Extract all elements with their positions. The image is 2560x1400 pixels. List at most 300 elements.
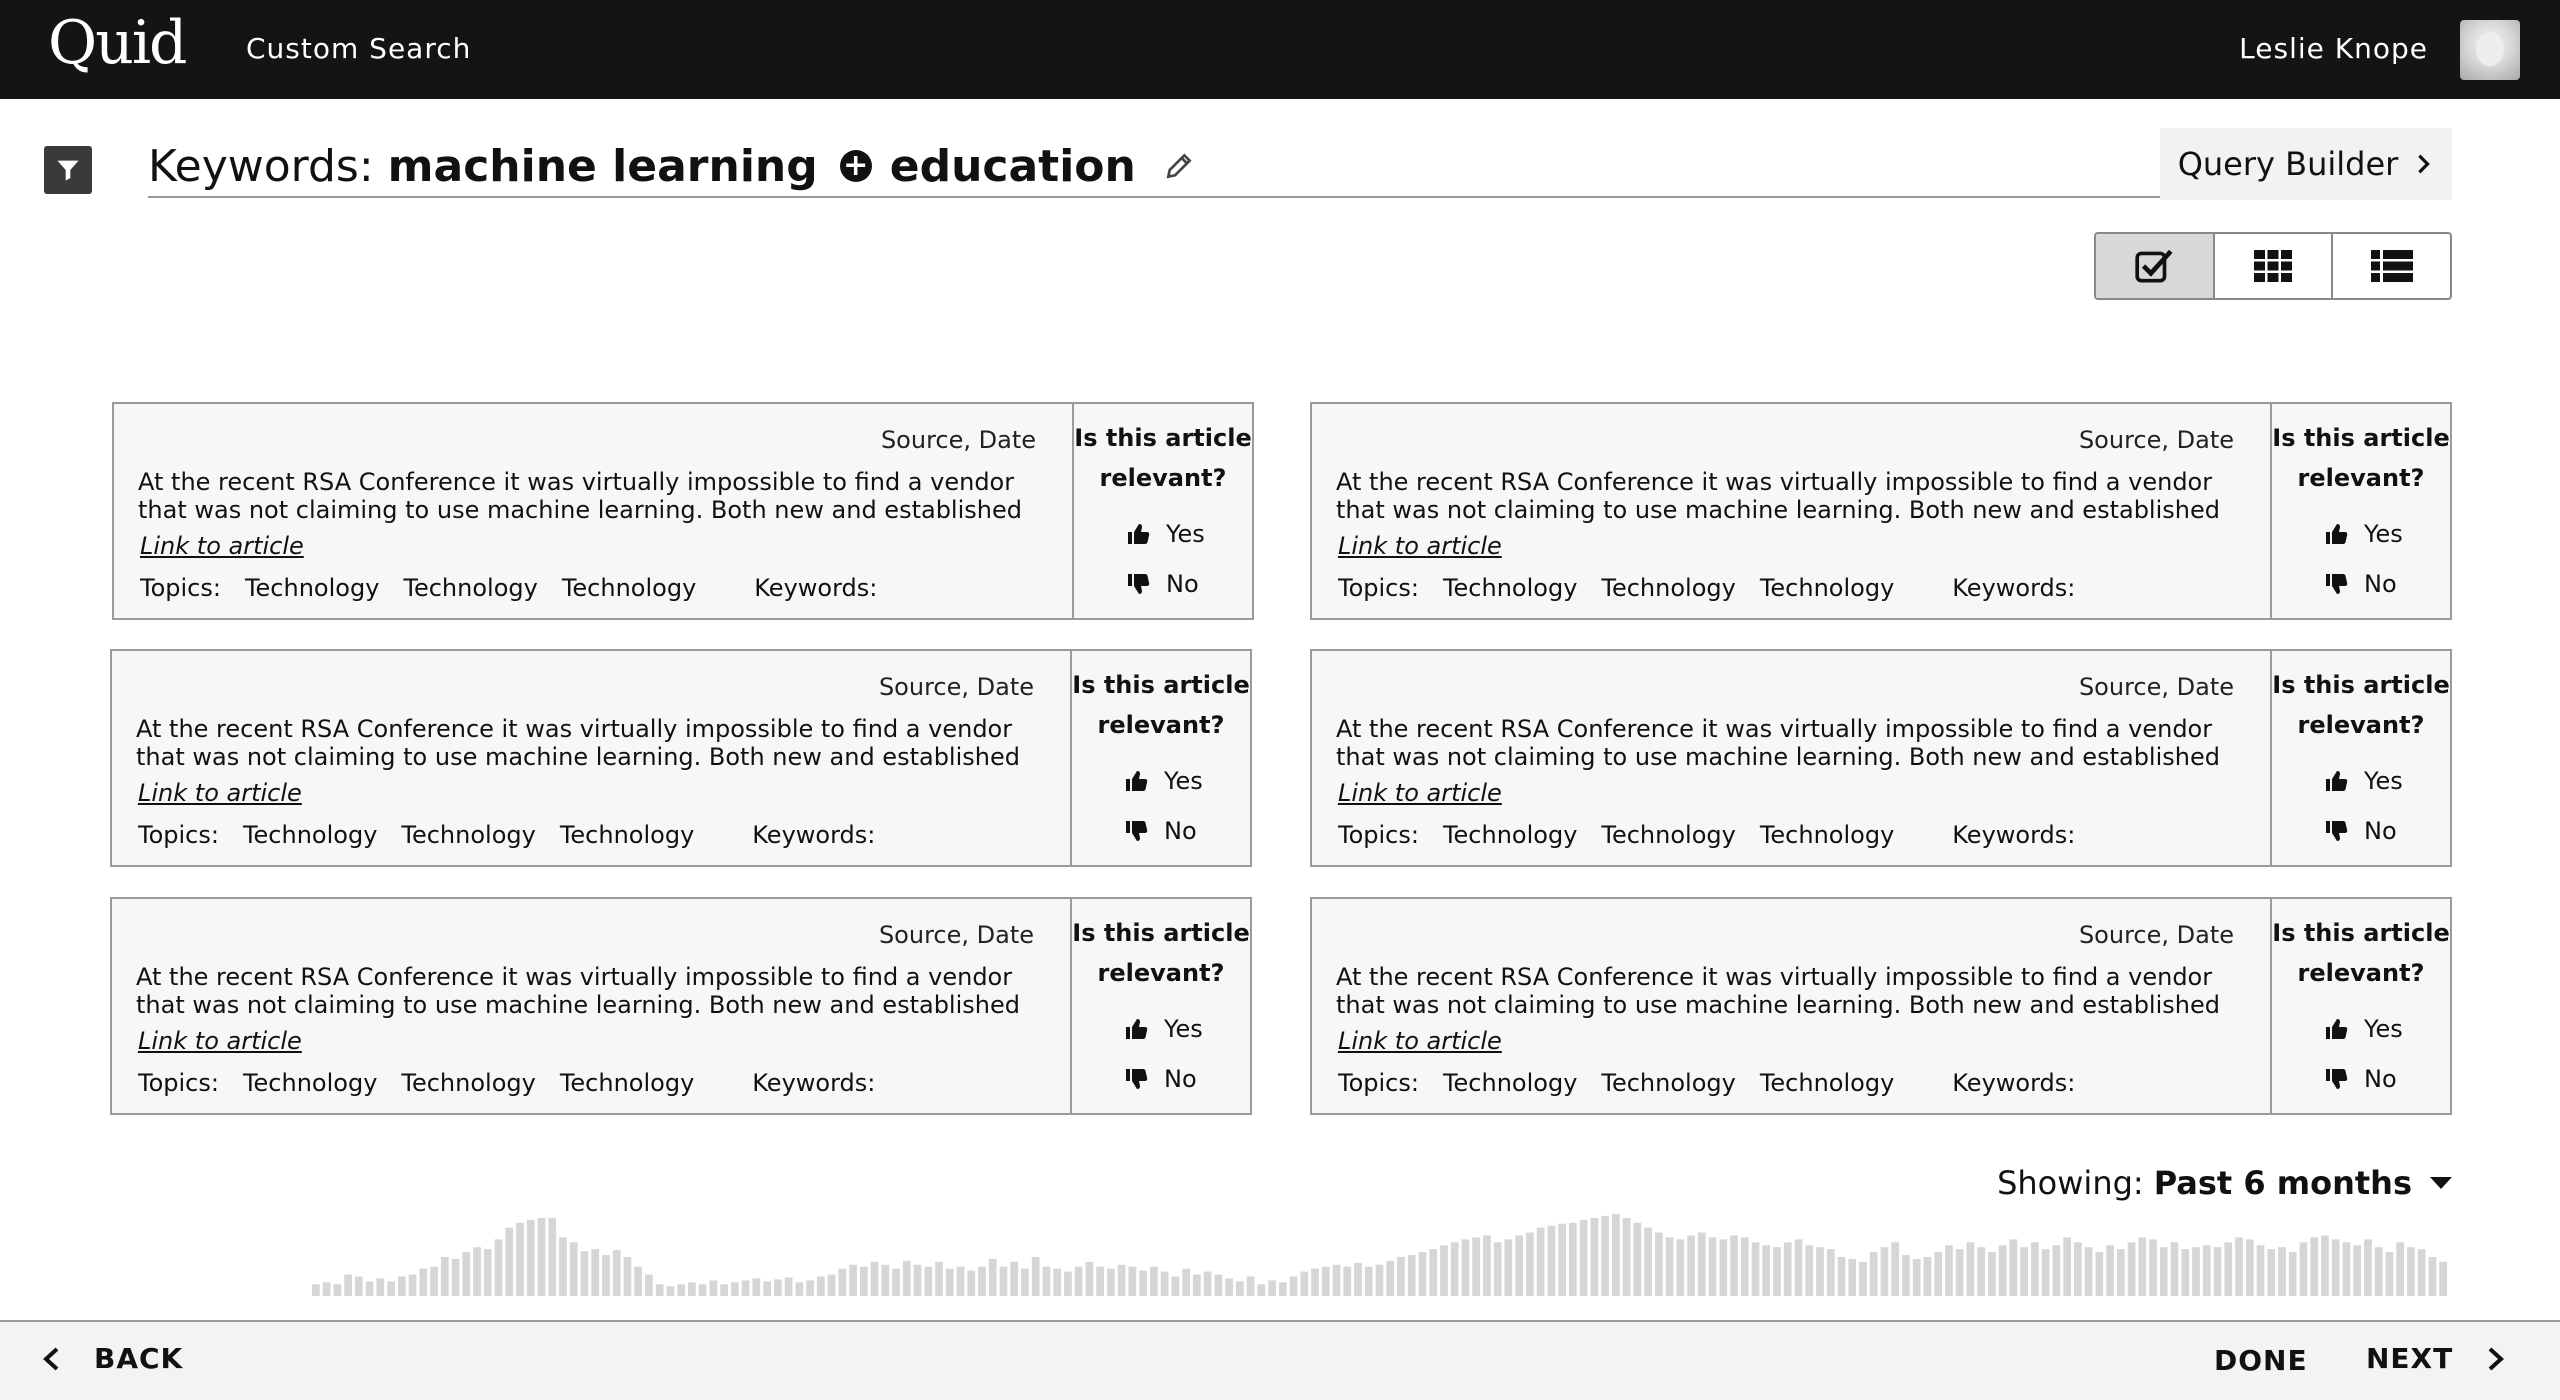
- histogram-bar: [1311, 1269, 1319, 1296]
- histogram-bar: [1257, 1284, 1265, 1296]
- histogram-bar: [1805, 1245, 1813, 1296]
- query-builder-label: Query Builder: [2177, 145, 2399, 183]
- article-excerpt: At the recent RSA Conference it was virtually impossible to find a vendor that was not claiming to use machine learning. Both new and established: [138, 468, 1022, 524]
- histogram-bar: [1881, 1247, 1889, 1296]
- no-label: No: [2364, 817, 2397, 845]
- histogram-bar: [2181, 1249, 2189, 1296]
- histogram-bar: [1633, 1223, 1641, 1296]
- thumbs-up-icon: [2324, 522, 2348, 546]
- histogram-bar: [1000, 1267, 1008, 1296]
- relevance-panel: [2270, 899, 2450, 1113]
- histogram-bar: [1333, 1265, 1341, 1296]
- topics-label: Topics:: [1338, 821, 1419, 849]
- relevance-panel: [2270, 404, 2450, 618]
- histogram-bar: [2375, 1247, 2383, 1296]
- article-source-date: Source, Date: [2078, 673, 2234, 701]
- topics-label: Topics:: [1338, 574, 1419, 602]
- keywords-label: Keywords:: [752, 821, 876, 849]
- article-excerpt: At the recent RSA Conference it was virtually impossible to find a vendor that was not claiming to use machine learning. Both new and established: [136, 963, 1020, 1019]
- app-title: Custom Search: [246, 32, 472, 65]
- histogram-bar: [1623, 1218, 1631, 1296]
- article-excerpt: At the recent RSA Conference it was virtually impossible to find a vendor that was not claiming to use machine learning. Both new and established: [1336, 715, 2220, 771]
- histogram-bar: [591, 1249, 599, 1296]
- histogram-bar: [1580, 1220, 1588, 1296]
- article-source-date: Source, Date: [2078, 921, 2234, 949]
- histogram-bar: [1214, 1275, 1222, 1296]
- article-excerpt: At the recent RSA Conference it was virtually impossible to find a vendor that was not claiming to use machine learning. Both new and established: [1336, 468, 2220, 524]
- relevance-question: Is this article relevant?: [2272, 919, 2450, 987]
- topic-tag[interactable]: Technology: [242, 821, 378, 849]
- histogram-bar: [2418, 1249, 2426, 1296]
- histogram-bar: [903, 1261, 911, 1296]
- yes-label: Yes: [1164, 1015, 1203, 1043]
- histogram-bar: [613, 1250, 621, 1296]
- histogram-bar: [2300, 1242, 2308, 1296]
- topic-tag[interactable]: Technology: [1759, 574, 1895, 602]
- histogram-bar: [1666, 1237, 1674, 1296]
- relevant-yes-button[interactable]: [2324, 1015, 2403, 1043]
- histogram-bar: [2052, 1245, 2060, 1296]
- topic-tag[interactable]: Technology: [559, 1069, 695, 1097]
- histogram-bar: [1429, 1249, 1437, 1296]
- no-label: No: [2364, 570, 2397, 598]
- no-label: No: [2364, 1065, 2397, 1093]
- histogram-bar: [1988, 1252, 1996, 1296]
- next-label: NEXT: [2366, 1342, 2454, 1375]
- histogram-bar: [742, 1280, 750, 1296]
- histogram-bar: [1558, 1224, 1566, 1296]
- histogram-bar: [1999, 1245, 2007, 1296]
- histogram-bar: [2364, 1239, 2372, 1296]
- histogram-bar: [849, 1265, 857, 1296]
- histogram-bar: [355, 1276, 363, 1296]
- histogram-bar: [1515, 1235, 1523, 1296]
- keywords-label: Keywords:: [1952, 821, 2076, 849]
- histogram-bar: [1354, 1263, 1362, 1296]
- histogram-bar: [1494, 1242, 1502, 1296]
- histogram-bar: [2192, 1247, 2200, 1296]
- histogram-bar: [1397, 1257, 1405, 1296]
- topic-tag[interactable]: Technology: [1442, 821, 1578, 849]
- histogram-bar: [1591, 1218, 1599, 1296]
- histogram-bar: [1268, 1280, 1276, 1296]
- histogram-bar: [785, 1277, 793, 1296]
- article-source-date: Source, Date: [880, 426, 1036, 454]
- histogram-bar: [1021, 1269, 1029, 1296]
- histogram-bar: [1225, 1278, 1233, 1296]
- grid-icon: [2251, 246, 2295, 286]
- article-link[interactable]: Link to article: [1338, 779, 1502, 807]
- relevant-no-button[interactable]: [2324, 1065, 2397, 1093]
- relevance-panel: [1070, 651, 1250, 865]
- histogram-bar: [419, 1269, 427, 1296]
- article-body: [112, 651, 1070, 865]
- histogram-bar: [871, 1262, 879, 1296]
- article-card: [110, 897, 1252, 1115]
- histogram-bar: [989, 1259, 997, 1296]
- histogram-bar: [699, 1284, 707, 1296]
- histogram-bar: [1709, 1237, 1717, 1296]
- thumbs-down-icon: [2324, 572, 2348, 596]
- topics-label: Topics:: [138, 1069, 219, 1097]
- histogram-bar: [398, 1276, 406, 1296]
- histogram-bar: [1891, 1242, 1899, 1296]
- keywords-bar: [148, 136, 2450, 198]
- histogram-bar: [333, 1284, 341, 1296]
- histogram-bar: [1010, 1262, 1018, 1296]
- histogram-bar: [1687, 1235, 1695, 1296]
- histogram-bar: [2332, 1239, 2340, 1296]
- histogram-bar: [2396, 1242, 2404, 1296]
- topic-tag[interactable]: Technology: [244, 574, 380, 602]
- histogram-bar: [1419, 1252, 1427, 1296]
- histogram-bar: [2074, 1242, 2082, 1296]
- article-body: [1312, 899, 2270, 1113]
- histogram-bar: [1386, 1261, 1394, 1296]
- histogram-bar: [2224, 1242, 2232, 1296]
- histogram-bar: [1601, 1216, 1609, 1296]
- article-topics: [138, 1069, 875, 1097]
- histogram-bar: [441, 1257, 449, 1296]
- list-view-button[interactable]: [2333, 234, 2450, 298]
- relevant-no-button[interactable]: [1124, 1065, 1197, 1093]
- topic-tag[interactable]: Technology: [1759, 1069, 1895, 1097]
- topic-tag[interactable]: Technology: [1601, 821, 1736, 849]
- histogram-bar: [1300, 1272, 1308, 1296]
- relevant-no-button[interactable]: [1126, 570, 1199, 598]
- quid-logo[interactable]: Quid: [48, 8, 186, 78]
- histogram-bar: [688, 1282, 696, 1296]
- histogram-bar: [2267, 1249, 2275, 1296]
- histogram-bar: [376, 1278, 384, 1296]
- volume-histogram[interactable]: [312, 1212, 2450, 1296]
- histogram-bar: [881, 1265, 889, 1296]
- thumbs-up-icon: [2324, 1017, 2348, 1041]
- topics-label: Topics:: [1338, 1069, 1419, 1097]
- thumbs-down-icon: [2324, 819, 2348, 843]
- yes-label: Yes: [2364, 767, 2403, 795]
- yes-label: Yes: [1164, 767, 1203, 795]
- histogram-bar: [1762, 1245, 1770, 1296]
- histogram-bar: [1741, 1237, 1749, 1296]
- histogram-bar: [656, 1284, 664, 1296]
- histogram-bar: [2257, 1245, 2265, 1296]
- article-link[interactable]: Link to article: [138, 779, 302, 807]
- histogram-bar: [1526, 1233, 1534, 1296]
- histogram-bar: [2321, 1235, 2329, 1296]
- relevance-question: Is this article relevant?: [2272, 424, 2450, 492]
- histogram-bar: [2353, 1245, 2361, 1296]
- checkbox-checked-icon: [2133, 245, 2175, 287]
- relevance-panel: [1070, 899, 1250, 1113]
- histogram-bar: [731, 1282, 739, 1296]
- article-body: [1312, 404, 2270, 618]
- thumbs-down-icon: [2324, 1067, 2348, 1091]
- caret-down-icon: [2430, 1177, 2452, 1189]
- histogram-bar: [1279, 1282, 1287, 1296]
- topic-tag[interactable]: Technology: [401, 821, 536, 849]
- histogram-bar: [1719, 1239, 1727, 1296]
- avatar[interactable]: [2460, 20, 2520, 80]
- histogram-bar: [559, 1237, 567, 1296]
- histogram-bar: [774, 1279, 782, 1296]
- topic-tag[interactable]: Technology: [1759, 821, 1895, 849]
- relevance-panel: [1072, 404, 1252, 618]
- histogram-bar: [1172, 1276, 1180, 1296]
- article-excerpt: At the recent RSA Conference it was virtually impossible to find a vendor that was not claiming to use machine learning. Both new and established: [1336, 963, 2220, 1019]
- histogram-bar: [1967, 1242, 1975, 1296]
- histogram-bar: [366, 1281, 374, 1296]
- article-link[interactable]: Link to article: [140, 532, 304, 560]
- histogram-bar: [2160, 1247, 2168, 1296]
- histogram-bar: [838, 1269, 846, 1296]
- article-card: [1310, 897, 2452, 1115]
- histogram-bar: [946, 1269, 954, 1296]
- article-topics: [1338, 821, 2075, 849]
- showing-label: Showing:: [1997, 1164, 2144, 1202]
- histogram-bar: [505, 1228, 513, 1296]
- histogram-bar: [2106, 1245, 2114, 1296]
- histogram-bar: [624, 1257, 632, 1296]
- histogram-bar: [548, 1218, 556, 1296]
- topic-tag[interactable]: Technology: [1442, 1069, 1578, 1097]
- histogram-bar: [1451, 1242, 1459, 1296]
- histogram-bar: [570, 1242, 578, 1296]
- histogram-bar: [935, 1262, 943, 1296]
- histogram-bar: [344, 1275, 352, 1296]
- article-card: [110, 649, 1252, 867]
- relevant-yes-button[interactable]: [2324, 767, 2403, 795]
- histogram-bar: [1945, 1245, 1953, 1296]
- histogram-bar: [1956, 1249, 1964, 1296]
- relevance-question: Is this article relevant?: [1072, 671, 1250, 739]
- chevron-left-icon: [40, 1344, 64, 1374]
- relevant-no-button[interactable]: [2324, 570, 2397, 598]
- histogram-bar: [1483, 1235, 1491, 1296]
- article-topics: [1338, 574, 2075, 602]
- back-label: BACK: [94, 1342, 184, 1375]
- grid-view-button[interactable]: [2215, 234, 2334, 298]
- article-body: [114, 404, 1072, 618]
- histogram-bar: [924, 1267, 932, 1296]
- histogram-bar: [2042, 1249, 2050, 1296]
- relevance-question: Is this article relevant?: [2272, 671, 2450, 739]
- histogram-bar: [1236, 1281, 1244, 1296]
- histogram-bar: [538, 1218, 546, 1296]
- histogram-bar: [978, 1267, 986, 1296]
- footer-nav: [0, 1320, 2560, 1400]
- histogram-bar: [2343, 1242, 2351, 1296]
- histogram-bar: [1902, 1255, 1910, 1296]
- histogram-bar: [1053, 1269, 1061, 1296]
- topic-tag[interactable]: Technology: [1601, 574, 1736, 602]
- date-range-value: Past 6 months: [2153, 1164, 2412, 1202]
- topic-tag[interactable]: Technology: [401, 1069, 536, 1097]
- yes-label: Yes: [1166, 520, 1205, 548]
- review-view-button[interactable]: [2096, 234, 2215, 298]
- histogram-bar: [462, 1252, 470, 1296]
- relevant-yes-button[interactable]: [1124, 1015, 1203, 1043]
- date-range-selector[interactable]: [1997, 1164, 2452, 1202]
- histogram-bar: [1827, 1249, 1835, 1296]
- histogram-bar: [2310, 1237, 2318, 1296]
- topic-tag[interactable]: Technology: [561, 574, 697, 602]
- histogram-bar: [2289, 1252, 2297, 1296]
- histogram-bar: [1290, 1276, 1298, 1296]
- filter-icon: [54, 156, 82, 184]
- histogram-bar: [1376, 1265, 1384, 1296]
- keyword-term: education: [889, 140, 1136, 192]
- histogram-bar: [1934, 1252, 1942, 1296]
- histogram-bar: [430, 1267, 438, 1296]
- relevant-yes-button[interactable]: [1124, 767, 1203, 795]
- thumbs-down-icon: [1126, 572, 1150, 596]
- histogram-bar: [1913, 1259, 1921, 1296]
- histogram-bar: [1977, 1247, 1985, 1296]
- histogram-bar: [1795, 1239, 1803, 1296]
- user-name[interactable]: Leslie Knope: [2239, 32, 2428, 65]
- keywords-label: Keywords:: [754, 574, 878, 602]
- thumbs-up-icon: [1126, 522, 1150, 546]
- histogram-bar: [452, 1259, 460, 1296]
- yes-label: Yes: [2364, 520, 2403, 548]
- histogram-bar: [2386, 1252, 2394, 1296]
- histogram-bar: [312, 1284, 320, 1296]
- histogram-bar: [2214, 1247, 2222, 1296]
- histogram-bar: [484, 1249, 492, 1296]
- relevant-no-button[interactable]: [1124, 817, 1197, 845]
- histogram-bar: [1440, 1245, 1448, 1296]
- histogram-bar: [1472, 1237, 1480, 1296]
- histogram-bar: [710, 1280, 718, 1296]
- article-excerpt: At the recent RSA Conference it was virtually impossible to find a vendor that was not claiming to use machine learning. Both new and established: [136, 715, 1020, 771]
- histogram-bar: [1537, 1228, 1545, 1296]
- histogram-bar: [2439, 1262, 2447, 1296]
- topics-label: Topics:: [138, 821, 219, 849]
- histogram-bar: [2429, 1257, 2437, 1296]
- histogram-bar: [1569, 1223, 1577, 1296]
- keywords-label: Keywords:: [1952, 1069, 2076, 1097]
- histogram-bar: [387, 1281, 395, 1296]
- topic-tag[interactable]: Technology: [403, 574, 538, 602]
- article-source-date: Source, Date: [878, 673, 1034, 701]
- histogram-bar: [2085, 1247, 2093, 1296]
- histogram-bar: [2020, 1247, 2028, 1296]
- back-button[interactable]: [40, 1342, 183, 1375]
- histogram-bar: [1161, 1272, 1169, 1296]
- histogram-bar: [720, 1284, 728, 1296]
- histogram-bar: [1655, 1233, 1663, 1296]
- keywords-label: Keywords:: [752, 1069, 876, 1097]
- no-label: No: [1164, 817, 1197, 845]
- topic-tag[interactable]: Technology: [559, 821, 695, 849]
- histogram-bar: [1086, 1262, 1094, 1296]
- histogram-bar: [1730, 1235, 1738, 1296]
- histogram-bar: [495, 1239, 503, 1296]
- histogram-bar: [1096, 1267, 1104, 1296]
- histogram-bar: [1365, 1267, 1373, 1296]
- query-builder-button[interactable]: [2160, 128, 2452, 200]
- yes-label: Yes: [2364, 1015, 2403, 1043]
- done-button[interactable]: DONE: [2214, 1344, 2308, 1377]
- pencil-icon[interactable]: [1162, 149, 1196, 183]
- histogram-bar: [763, 1281, 771, 1296]
- histogram-bar: [1150, 1267, 1158, 1296]
- relevant-no-button[interactable]: [2324, 817, 2397, 845]
- thumbs-up-icon: [2324, 769, 2348, 793]
- histogram-bar: [1129, 1267, 1137, 1296]
- relevance-panel: [2270, 651, 2450, 865]
- thumbs-down-icon: [1124, 819, 1148, 843]
- article-card: [1310, 402, 2452, 620]
- no-label: No: [1164, 1065, 1197, 1093]
- histogram-bar: [1462, 1239, 1470, 1296]
- relevant-yes-button[interactable]: [2324, 520, 2403, 548]
- histogram-bar: [1870, 1252, 1878, 1296]
- histogram-bar: [1644, 1228, 1652, 1296]
- histogram-bar: [2031, 1242, 2039, 1296]
- article-link[interactable]: Link to article: [1338, 532, 1502, 560]
- histogram-bar: [806, 1280, 814, 1296]
- article-source-date: Source, Date: [2078, 426, 2234, 454]
- histogram-bar: [1075, 1267, 1083, 1296]
- histogram-bar: [1612, 1214, 1620, 1296]
- topic-tag[interactable]: Technology: [1601, 1069, 1736, 1097]
- histogram-bar: [1193, 1275, 1201, 1296]
- histogram-bar: [677, 1284, 685, 1296]
- histogram-bar: [1107, 1269, 1115, 1296]
- topic-tag[interactable]: Technology: [242, 1069, 378, 1097]
- histogram-bar: [1816, 1247, 1824, 1296]
- article-link[interactable]: Link to article: [1338, 1027, 1502, 1055]
- article-card: [112, 402, 1254, 620]
- histogram-bar: [1859, 1262, 1867, 1296]
- histogram-bar: [1676, 1239, 1684, 1296]
- histogram-bar: [1032, 1257, 1040, 1296]
- histogram-bar: [409, 1275, 417, 1296]
- histogram-bar: [602, 1255, 610, 1296]
- histogram-bar: [2138, 1237, 2146, 1296]
- histogram-bar: [1043, 1267, 1051, 1296]
- article-link[interactable]: Link to article: [138, 1027, 302, 1055]
- topic-tag[interactable]: Technology: [1442, 574, 1578, 602]
- histogram-bar: [817, 1276, 825, 1296]
- histogram-bar: [2246, 1239, 2254, 1296]
- top-bar: [0, 0, 2560, 99]
- histogram-bar: [2095, 1252, 2103, 1296]
- histogram-bar: [2010, 1239, 2018, 1296]
- histogram-bar: [860, 1267, 868, 1296]
- filter-button[interactable]: [44, 146, 92, 194]
- histogram-bar: [1343, 1267, 1351, 1296]
- thumbs-up-icon: [1124, 769, 1148, 793]
- no-label: No: [1166, 570, 1199, 598]
- histogram-bar: [957, 1267, 965, 1296]
- histogram-bar: [473, 1247, 481, 1296]
- next-button[interactable]: [2366, 1342, 2507, 1375]
- histogram-bar: [1408, 1255, 1416, 1296]
- list-icon: [2369, 246, 2415, 286]
- chevron-right-icon: [2483, 1344, 2507, 1374]
- histogram-bar: [752, 1278, 760, 1296]
- histogram-bar: [1698, 1233, 1706, 1296]
- histogram-bar: [1548, 1226, 1556, 1296]
- histogram-bar: [2128, 1242, 2136, 1296]
- histogram-bar: [1752, 1242, 1760, 1296]
- histogram-bar: [2203, 1245, 2211, 1296]
- relevant-yes-button[interactable]: [1126, 520, 1205, 548]
- histogram-bar: [1322, 1267, 1330, 1296]
